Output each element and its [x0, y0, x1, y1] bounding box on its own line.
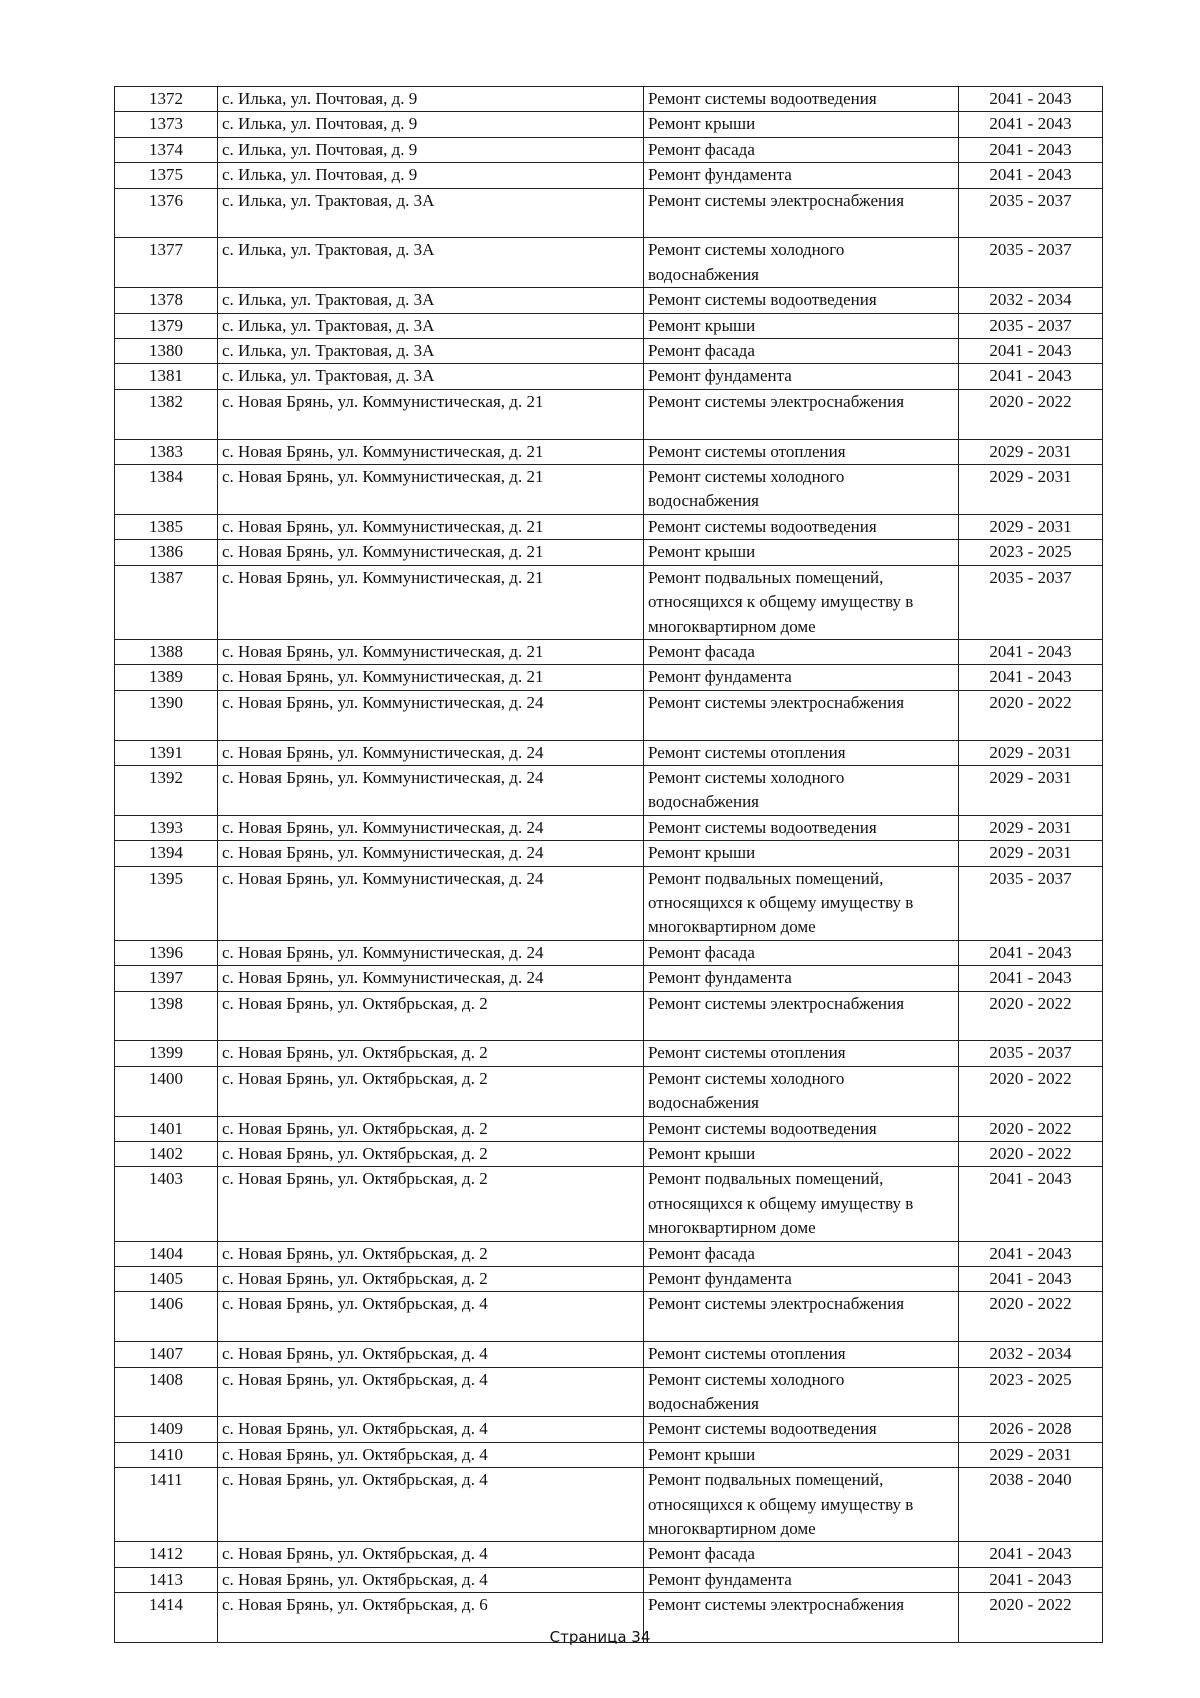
cell-number: 1373 — [115, 112, 218, 137]
cell-work-type: Ремонт системы холодного водоснабжения — [644, 765, 959, 815]
cell-number: 1390 — [115, 690, 218, 740]
cell-period: 2035 - 2037 — [959, 238, 1103, 288]
table-row — [115, 940, 1103, 965]
cell-address: с. Новая Брянь, ул. Октябрьская, д. 2 — [218, 991, 644, 1041]
cell-period: 2029 - 2031 — [959, 439, 1103, 464]
cell-address: с. Новая Брянь, ул. Октябрьская, д. 4 — [218, 1367, 644, 1417]
cell-address: с. Новая Брянь, ул. Октябрьская, д. 2 — [218, 1267, 644, 1292]
cell-number: 1372 — [115, 87, 218, 112]
cell-address: с. Илька, ул. Почтовая, д. 9 — [218, 112, 644, 137]
cell-address: с. Илька, ул. Трактовая, д. 3А — [218, 339, 644, 364]
cell-number: 1398 — [115, 991, 218, 1041]
table-row — [115, 339, 1103, 364]
cell-address: с. Илька, ул. Трактовая, д. 3А — [218, 188, 644, 238]
cell-address: с. Илька, ул. Трактовая, д. 3А — [218, 364, 644, 389]
cell-address: с. Новая Брянь, ул. Коммунистическая, д. 24 — [218, 815, 644, 840]
cell-period: 2029 - 2031 — [959, 1442, 1103, 1467]
cell-work-type: Ремонт системы электроснабжения — [644, 1292, 959, 1342]
cell-address: с. Новая Брянь, ул. Коммунистическая, д. 21 — [218, 639, 644, 664]
works-table-body — [115, 87, 1103, 1643]
cell-work-type: Ремонт системы электроснабжения — [644, 991, 959, 1041]
page-number: Страница 34 — [549, 1628, 651, 1646]
cell-work-type: Ремонт системы отопления — [644, 740, 959, 765]
table-row — [115, 1066, 1103, 1116]
table-row — [115, 1292, 1103, 1342]
cell-address: с. Новая Брянь, ул. Октябрьская, д. 2 — [218, 1116, 644, 1141]
cell-number: 1386 — [115, 540, 218, 565]
table-row — [115, 1442, 1103, 1467]
cell-period: 2041 - 2043 — [959, 1167, 1103, 1241]
cell-address: с. Новая Брянь, ул. Октябрьская, д. 4 — [218, 1442, 644, 1467]
cell-work-type: Ремонт крыши — [644, 313, 959, 338]
table-row — [115, 137, 1103, 162]
table-row — [115, 389, 1103, 439]
table-row — [115, 514, 1103, 539]
cell-address: с. Илька, ул. Трактовая, д. 3А — [218, 313, 644, 338]
table-row — [115, 364, 1103, 389]
cell-address: с. Новая Брянь, ул. Октябрьская, д. 2 — [218, 1167, 644, 1241]
table-row — [115, 465, 1103, 515]
cell-work-type: Ремонт системы холодного водоснабжения — [644, 1367, 959, 1417]
table-row — [115, 866, 1103, 940]
cell-address: с. Новая Брянь, ул. Коммунистическая, д. 21 — [218, 665, 644, 690]
cell-work-type: Ремонт системы электроснабжения — [644, 1593, 959, 1643]
cell-address: с. Новая Брянь, ул. Октябрьская, д. 2 — [218, 1041, 644, 1066]
cell-work-type: Ремонт подвальных помещений, относящихся к общему имуществу в многоквартирном доме — [644, 866, 959, 940]
table-row — [115, 690, 1103, 740]
table-row — [115, 1342, 1103, 1367]
table-row — [115, 1241, 1103, 1266]
cell-period: 2041 - 2043 — [959, 87, 1103, 112]
table-row — [115, 439, 1103, 464]
cell-number: 1383 — [115, 439, 218, 464]
cell-number: 1406 — [115, 1292, 218, 1342]
cell-period: 2020 - 2022 — [959, 1292, 1103, 1342]
cell-address: с. Новая Брянь, ул. Коммунистическая, д. 21 — [218, 389, 644, 439]
cell-number: 1414 — [115, 1593, 218, 1643]
table-row — [115, 1041, 1103, 1066]
cell-period: 2035 - 2037 — [959, 1041, 1103, 1066]
cell-period: 2020 - 2022 — [959, 1142, 1103, 1167]
cell-address: с. Новая Брянь, ул. Коммунистическая, д. 24 — [218, 690, 644, 740]
cell-address: с. Новая Брянь, ул. Коммунистическая, д. 21 — [218, 439, 644, 464]
cell-number: 1380 — [115, 339, 218, 364]
cell-address: с. Новая Брянь, ул. Октябрьская, д. 4 — [218, 1567, 644, 1592]
cell-number: 1409 — [115, 1417, 218, 1442]
cell-number: 1375 — [115, 163, 218, 188]
cell-period: 2041 - 2043 — [959, 966, 1103, 991]
cell-number: 1404 — [115, 1241, 218, 1266]
cell-period: 2029 - 2031 — [959, 465, 1103, 515]
cell-work-type: Ремонт фасада — [644, 1241, 959, 1266]
cell-period: 2029 - 2031 — [959, 514, 1103, 539]
cell-number: 1396 — [115, 940, 218, 965]
cell-work-type: Ремонт крыши — [644, 841, 959, 866]
cell-number: 1412 — [115, 1542, 218, 1567]
cell-period: 2041 - 2043 — [959, 639, 1103, 664]
cell-work-type: Ремонт фундамента — [644, 1567, 959, 1592]
cell-number: 1387 — [115, 565, 218, 639]
cell-address: с. Илька, ул. Почтовая, д. 9 — [218, 163, 644, 188]
cell-address: с. Новая Брянь, ул. Октябрьская, д. 2 — [218, 1142, 644, 1167]
cell-period: 2041 - 2043 — [959, 364, 1103, 389]
cell-number: 1382 — [115, 389, 218, 439]
cell-work-type: Ремонт системы водоотведения — [644, 1116, 959, 1141]
cell-number: 1374 — [115, 137, 218, 162]
cell-period: 2023 - 2025 — [959, 540, 1103, 565]
cell-number: 1393 — [115, 815, 218, 840]
cell-work-type: Ремонт фасада — [644, 940, 959, 965]
cell-work-type: Ремонт крыши — [644, 112, 959, 137]
cell-address: с. Илька, ул. Почтовая, д. 9 — [218, 87, 644, 112]
cell-number: 1378 — [115, 288, 218, 313]
cell-address: с. Новая Брянь, ул. Коммунистическая, д. 24 — [218, 740, 644, 765]
table-row — [115, 1142, 1103, 1167]
table-row — [115, 765, 1103, 815]
table-row — [115, 966, 1103, 991]
cell-number: 1376 — [115, 188, 218, 238]
cell-work-type: Ремонт системы отопления — [644, 439, 959, 464]
cell-work-type: Ремонт системы электроснабжения — [644, 690, 959, 740]
cell-number: 1379 — [115, 313, 218, 338]
cell-number: 1408 — [115, 1367, 218, 1417]
cell-period: 2038 - 2040 — [959, 1468, 1103, 1542]
cell-period: 2020 - 2022 — [959, 1066, 1103, 1116]
cell-number: 1385 — [115, 514, 218, 539]
cell-address: с. Новая Брянь, ул. Коммунистическая, д. 24 — [218, 866, 644, 940]
cell-work-type: Ремонт системы электроснабжения — [644, 389, 959, 439]
cell-work-type: Ремонт системы водоотведения — [644, 87, 959, 112]
cell-number: 1395 — [115, 866, 218, 940]
table-row — [115, 991, 1103, 1041]
cell-period: 2035 - 2037 — [959, 565, 1103, 639]
cell-address: с. Илька, ул. Трактовая, д. 3А — [218, 288, 644, 313]
cell-period: 2020 - 2022 — [959, 991, 1103, 1041]
table-row — [115, 87, 1103, 112]
cell-work-type: Ремонт фасада — [644, 137, 959, 162]
cell-work-type: Ремонт системы водоотведения — [644, 514, 959, 539]
cell-number: 1410 — [115, 1442, 218, 1467]
table-row — [115, 238, 1103, 288]
cell-address: с. Новая Брянь, ул. Октябрьская, д. 4 — [218, 1417, 644, 1442]
table-row — [115, 1542, 1103, 1567]
cell-work-type: Ремонт фундамента — [644, 163, 959, 188]
cell-work-type: Ремонт фундамента — [644, 665, 959, 690]
cell-address: с. Новая Брянь, ул. Коммунистическая, д. 21 — [218, 465, 644, 515]
table-row — [115, 188, 1103, 238]
cell-work-type: Ремонт системы холодного водоснабжения — [644, 238, 959, 288]
cell-work-type: Ремонт системы водоотведения — [644, 288, 959, 313]
table-row — [115, 1468, 1103, 1542]
cell-work-type: Ремонт фасада — [644, 1542, 959, 1567]
cell-work-type: Ремонт фундамента — [644, 966, 959, 991]
cell-work-type: Ремонт подвальных помещений, относящихся к общему имуществу в многоквартирном доме — [644, 565, 959, 639]
table-row — [115, 1417, 1103, 1442]
table-row — [115, 565, 1103, 639]
cell-work-type: Ремонт фундамента — [644, 1267, 959, 1292]
cell-work-type: Ремонт крыши — [644, 1442, 959, 1467]
cell-work-type: Ремонт системы водоотведения — [644, 815, 959, 840]
cell-address: с. Новая Брянь, ул. Коммунистическая, д. 24 — [218, 966, 644, 991]
cell-number: 1401 — [115, 1116, 218, 1141]
cell-period: 2041 - 2043 — [959, 112, 1103, 137]
cell-work-type: Ремонт системы электроснабжения — [644, 188, 959, 238]
cell-number: 1384 — [115, 465, 218, 515]
cell-number: 1403 — [115, 1167, 218, 1241]
cell-address: с. Новая Брянь, ул. Октябрьская, д. 6 — [218, 1593, 644, 1643]
cell-period: 2041 - 2043 — [959, 1567, 1103, 1592]
cell-period: 2020 - 2022 — [959, 1593, 1103, 1643]
cell-period: 2041 - 2043 — [959, 665, 1103, 690]
cell-number: 1399 — [115, 1041, 218, 1066]
cell-period: 2041 - 2043 — [959, 940, 1103, 965]
cell-period: 2041 - 2043 — [959, 339, 1103, 364]
cell-address: с. Новая Брянь, ул. Октябрьская, д. 2 — [218, 1066, 644, 1116]
cell-number: 1381 — [115, 364, 218, 389]
cell-work-type: Ремонт подвальных помещений, относящихся к общему имуществу в многоквартирном доме — [644, 1468, 959, 1542]
table-row — [115, 815, 1103, 840]
table-row — [115, 163, 1103, 188]
cell-period: 2041 - 2043 — [959, 1542, 1103, 1567]
cell-period: 2032 - 2034 — [959, 1342, 1103, 1367]
cell-period: 2029 - 2031 — [959, 815, 1103, 840]
table-row — [115, 112, 1103, 137]
cell-work-type: Ремонт системы отопления — [644, 1342, 959, 1367]
cell-address: с. Новая Брянь, ул. Коммунистическая, д. 21 — [218, 565, 644, 639]
cell-period: 2041 - 2043 — [959, 137, 1103, 162]
table-row — [115, 1267, 1103, 1292]
cell-number: 1389 — [115, 665, 218, 690]
cell-work-type: Ремонт крыши — [644, 540, 959, 565]
cell-number: 1407 — [115, 1342, 218, 1367]
table-row — [115, 1167, 1103, 1241]
cell-period: 2035 - 2037 — [959, 188, 1103, 238]
cell-period: 2032 - 2034 — [959, 288, 1103, 313]
cell-work-type: Ремонт системы холодного водоснабжения — [644, 465, 959, 515]
cell-number: 1391 — [115, 740, 218, 765]
cell-period: 2029 - 2031 — [959, 765, 1103, 815]
cell-period: 2041 - 2043 — [959, 1241, 1103, 1266]
cell-number: 1402 — [115, 1142, 218, 1167]
cell-address: с. Новая Брянь, ул. Октябрьская, д. 4 — [218, 1292, 644, 1342]
cell-period: 2029 - 2031 — [959, 740, 1103, 765]
cell-work-type: Ремонт подвальных помещений, относящихся к общему имуществу в многоквартирном доме — [644, 1167, 959, 1241]
cell-number: 1394 — [115, 841, 218, 866]
table-row — [115, 1567, 1103, 1592]
cell-work-type: Ремонт фундамента — [644, 364, 959, 389]
cell-period: 2041 - 2043 — [959, 1267, 1103, 1292]
cell-number: 1411 — [115, 1468, 218, 1542]
cell-address: с. Илька, ул. Почтовая, д. 9 — [218, 137, 644, 162]
cell-address: с. Новая Брянь, ул. Коммунистическая, д. 21 — [218, 514, 644, 539]
cell-period: 2035 - 2037 — [959, 313, 1103, 338]
cell-address: с. Новая Брянь, ул. Коммунистическая, д. 24 — [218, 765, 644, 815]
cell-period: 2023 - 2025 — [959, 1367, 1103, 1417]
cell-work-type: Ремонт фасада — [644, 639, 959, 664]
cell-work-type: Ремонт системы отопления — [644, 1041, 959, 1066]
cell-work-type: Ремонт системы водоотведения — [644, 1417, 959, 1442]
cell-number: 1392 — [115, 765, 218, 815]
cell-period: 2020 - 2022 — [959, 1116, 1103, 1141]
cell-work-type: Ремонт системы холодного водоснабжения — [644, 1066, 959, 1116]
cell-period: 2020 - 2022 — [959, 389, 1103, 439]
table-row — [115, 740, 1103, 765]
table-row — [115, 841, 1103, 866]
cell-period: 2035 - 2037 — [959, 866, 1103, 940]
table-row — [115, 288, 1103, 313]
table-row — [115, 1116, 1103, 1141]
table-row — [115, 540, 1103, 565]
cell-period: 2026 - 2028 — [959, 1417, 1103, 1442]
cell-number: 1388 — [115, 639, 218, 664]
cell-address: с. Илька, ул. Трактовая, д. 3А — [218, 238, 644, 288]
cell-address: с. Новая Брянь, ул. Октябрьская, д. 2 — [218, 1241, 644, 1266]
cell-address: с. Новая Брянь, ул. Коммунистическая, д. 24 — [218, 841, 644, 866]
table-row — [115, 639, 1103, 664]
cell-number: 1397 — [115, 966, 218, 991]
cell-work-type: Ремонт крыши — [644, 1142, 959, 1167]
cell-address: с. Новая Брянь, ул. Коммунистическая, д. 24 — [218, 940, 644, 965]
cell-address: с. Новая Брянь, ул. Октябрьская, д. 4 — [218, 1342, 644, 1367]
cell-number: 1413 — [115, 1567, 218, 1592]
cell-period: 2041 - 2043 — [959, 163, 1103, 188]
cell-number: 1400 — [115, 1066, 218, 1116]
cell-period: 2020 - 2022 — [959, 690, 1103, 740]
table-row — [115, 1367, 1103, 1417]
cell-number: 1405 — [115, 1267, 218, 1292]
works-table — [114, 86, 1103, 1643]
cell-address: с. Новая Брянь, ул. Коммунистическая, д. 21 — [218, 540, 644, 565]
table-row — [115, 313, 1103, 338]
table-row — [115, 665, 1103, 690]
cell-address: с. Новая Брянь, ул. Октябрьская, д. 4 — [218, 1468, 644, 1542]
cell-work-type: Ремонт фасада — [644, 339, 959, 364]
cell-number: 1377 — [115, 238, 218, 288]
cell-address: с. Новая Брянь, ул. Октябрьская, д. 4 — [218, 1542, 644, 1567]
cell-period: 2029 - 2031 — [959, 841, 1103, 866]
